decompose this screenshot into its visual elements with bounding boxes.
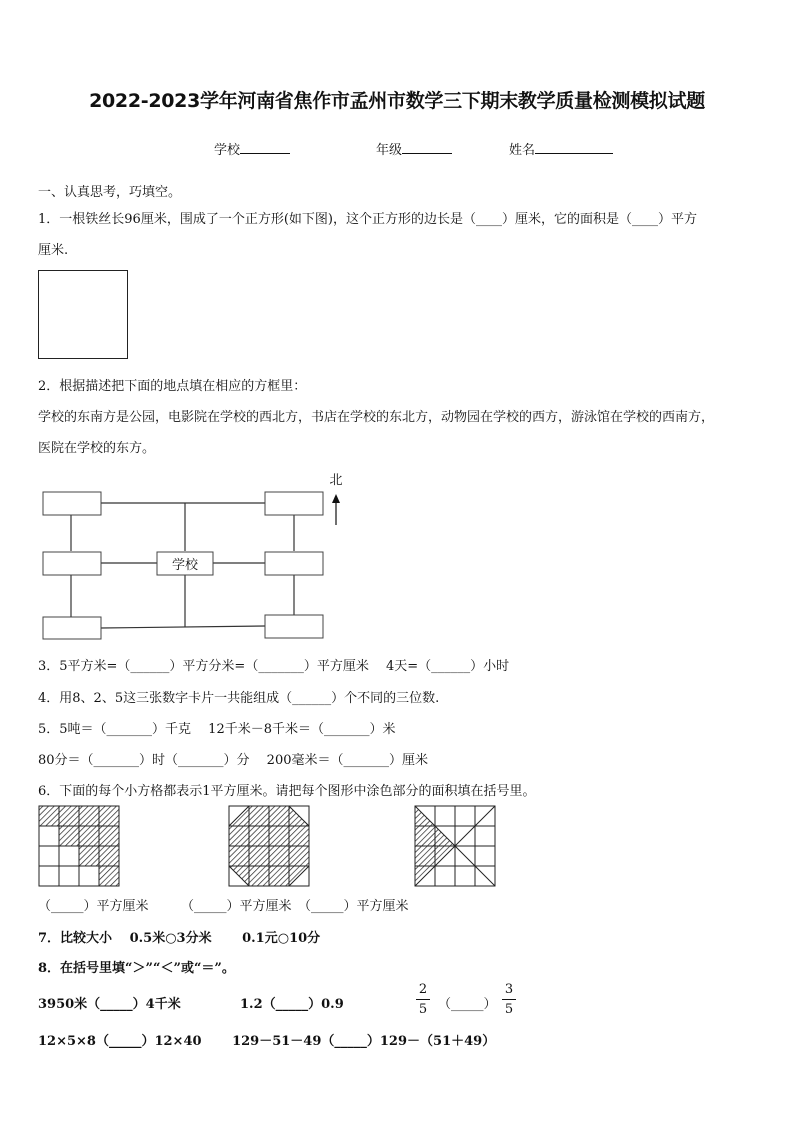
q8-row2: 12×5×8（_____）12×40 129－51－49（_____）129－（51＋49） <box>38 1034 496 1049</box>
q2-line3: 医院在学校的东方。 <box>38 441 156 456</box>
fraction-left-numerator: 2 <box>418 982 428 997</box>
q5-line2: 80分＝（_______）时（_______）分 200毫米＝（_______）厘米 <box>38 753 428 768</box>
q7-text: 7．比较大小 0.5米○3分米 0.1元○10分 <box>38 931 321 946</box>
page-title: 2022-2023学年河南省焦作市孟州市数学三下期末教学质量检测模拟试题 <box>89 90 705 112</box>
fraction-right-denominator: 5 <box>504 1002 514 1017</box>
q5-line1: 5．5吨＝（_______）千克 12千米－8千米＝（_______）米 <box>38 722 396 737</box>
q6-answers: （_____）平方厘米 （_____）平方厘米 （_____）平方厘米 <box>38 899 409 914</box>
school-label: 学校 <box>171 558 199 573</box>
figure-3 <box>415 806 495 886</box>
q8-heading: 8．在括号里填“＞”“＜”或“＝”。 <box>38 961 235 976</box>
fraction-left-denominator: 5 <box>418 1002 428 1017</box>
figure-1 <box>39 806 119 886</box>
school-label: 学校 <box>214 143 241 158</box>
q8-row1-a: 3950米（_____）4千米 <box>38 997 181 1012</box>
q6-text: 6．下面的每个小方格都表示1平方厘米。请把每个图形中涂色部分的面积填在括号里。 <box>38 784 536 799</box>
q4-text: 4．用8、2、5这三张数字卡片一共能组成（______）个不同的三位数. <box>38 691 440 706</box>
q2-line1: 2．根据描述把下面的地点填在相应的方框里： <box>38 379 307 394</box>
q3-text: 3．5平方米=（______）平方分米=（_______）平方厘米 4天=（______）小时 <box>38 659 510 674</box>
q8-row1-compare-blank[interactable]: （_____） <box>438 997 497 1012</box>
fraction-two-fifths <box>416 982 430 1017</box>
north-label: 北 <box>329 473 343 488</box>
grade-label: 年级 <box>376 143 403 158</box>
q2-line2: 学校的东南方是公园，电影院在学校的西北方，书店在学校的东北方，动物园在学校的西方，游泳馆在学校的西南方， <box>38 410 715 425</box>
section1-heading: 一、认真思考，巧填空。 <box>38 185 182 200</box>
name-label: 姓名 <box>509 143 536 158</box>
fraction-three-fifths <box>502 982 516 1017</box>
q1-line1: 1．一根铁丝长96厘米，围成了一个正方形(如下图)，这个正方形的边长是（____）厘米，它的面积是（____）平方 <box>38 212 697 227</box>
figure-2 <box>229 806 309 886</box>
q8-row1-b: 1.2（_____）0.9 <box>240 997 344 1012</box>
fraction-right-numerator: 3 <box>504 982 514 997</box>
q1-line2: 厘米. <box>38 243 69 258</box>
